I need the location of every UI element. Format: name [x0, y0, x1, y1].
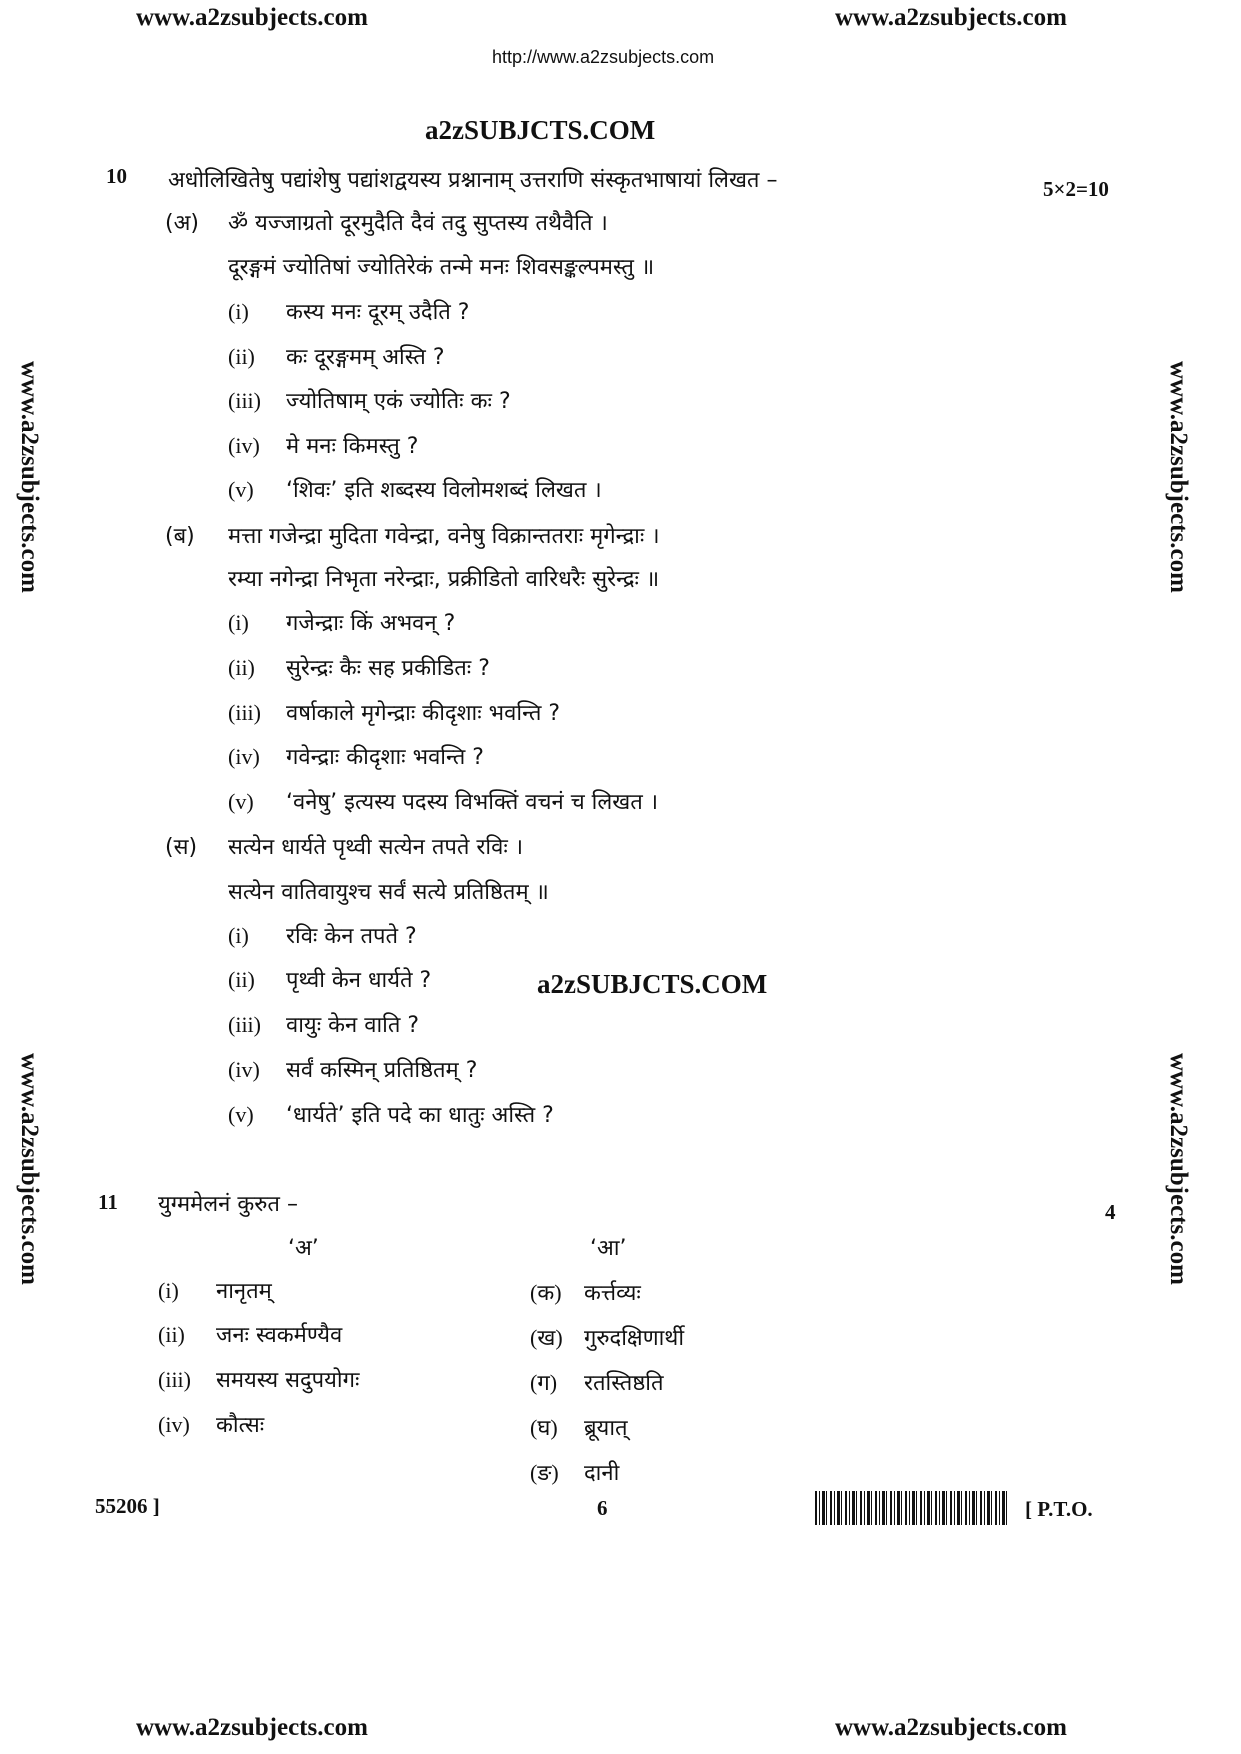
brand-watermark-middle: a2zSUBJCTS.COM [537, 969, 768, 999]
question-item: (ii) पृथ्वी केन धार्यते ? [228, 967, 432, 993]
q11-instruction: युग्ममेलनं कुरुत – [158, 1192, 298, 1217]
watermark-top-left: www.a2zsubjects.com [136, 4, 368, 31]
question-item: (v) ‘धार्यते’ इति पदे का धातुः अस्ति ? [228, 1102, 554, 1128]
watermark-side-right-1: www.a2zsubjects.com [1165, 361, 1192, 593]
q10-instruction: अधोलिखितेषु पद्यांशेषु पद्यांशद्वयस्य प्रश्नानाम् उत्तराणि संस्कृतभाषायां लिखत – [168, 168, 778, 193]
brand-heading: a2zSUBJCTS.COM [425, 115, 656, 145]
watermark-side-left-2: www.a2zsubjects.com [16, 1053, 43, 1285]
q11-column-b-heading: ‘आ’ [590, 1236, 627, 1261]
match-right-item: (घ) ब्रूयात् [530, 1415, 628, 1441]
q10-a-verse-1: ॐ यज्जाग्रतो दूरमुदैति दैवं तदु सुप्तस्य तथैवैति । [228, 211, 608, 236]
question-item: (i) कस्य मनः दूरम् उदैति ? [228, 299, 470, 325]
question-item: (iv) गवेन्द्राः कीदृशाः भवन्ति ? [228, 744, 484, 770]
q10-marks: 5×2=10 [1043, 177, 1109, 201]
q10-b-verse-2: रम्या नगेन्द्रा निभृता नरेन्द्राः, प्रक्रीडितो वारिधरैः सुरेन्द्रः ॥ [228, 567, 660, 592]
question-item: (iv) मे मनः किमस्तु ? [228, 433, 419, 459]
header-url: http://www.a2zsubjects.com [492, 47, 715, 67]
watermark-side-left-1: www.a2zsubjects.com [16, 361, 43, 593]
pto-label: [ P.T.O. [1025, 1497, 1093, 1521]
match-left-item: (i) नानृतम् [158, 1278, 272, 1304]
watermark-bottom-left: www.a2zsubjects.com [136, 1714, 368, 1741]
q10-a-verse-2: दूरङ्गमं ज्योतिषां ज्योतिरेकं तन्मे मनः शिवसङ्कल्पमस्तु ॥ [228, 255, 655, 280]
watermark-top-right: www.a2zsubjects.com [835, 4, 1067, 31]
question-item: (iii) वर्षाकाले मृगेन्द्राः कीदृशाः भवन्ति ? [228, 700, 561, 726]
page-number: 6 [597, 1496, 608, 1520]
match-right-item: (क) कर्त्तव्यः [530, 1280, 641, 1306]
match-left-item: (iv) कौत्सः [158, 1412, 265, 1438]
q10-a-label: (अ) [165, 211, 199, 236]
q11-number: 11 [98, 1190, 118, 1214]
question-item: (ii) सुरेन्द्रः कैः सह प्रकीडितः ? [228, 655, 490, 681]
barcode-icon [815, 1491, 1007, 1525]
question-item: (i) गजेन्द्राः किं अभवन् ? [228, 610, 456, 636]
q11-column-a-heading: ‘अ’ [288, 1236, 319, 1261]
question-item: (v) ‘शिवः’ इति शब्दस्य विलोमशब्दं लिखत । [228, 477, 602, 503]
match-left-item: (ii) जनः स्वकर्मण्यैव [158, 1322, 343, 1348]
question-item: (ii) कः दूरङ्गमम् अस्ति ? [228, 344, 445, 370]
question-item: (iv) सर्वं कस्मिन् प्रतिष्ठितम् ? [228, 1057, 478, 1083]
match-left-item: (iii) समयस्य सदुपयोगः [158, 1367, 360, 1393]
watermark-bottom-right: www.a2zsubjects.com [835, 1714, 1067, 1741]
question-item: (v) ‘वनेषु’ इत्यस्य पदस्य विभक्तिं वचनं च लिखत । [228, 789, 659, 815]
match-right-item: (ङ) दानी [530, 1460, 620, 1486]
q11-marks: 4 [1105, 1200, 1116, 1224]
match-right-item: (ख) गुरुदक्षिणार्थी [530, 1325, 685, 1351]
question-item: (iii) वायुः केन वाति ? [228, 1012, 420, 1038]
question-item: (iii) ज्योतिषाम् एकं ज्योतिः कः ? [228, 388, 511, 414]
q10-c-label: (स) [165, 835, 198, 860]
question-item: (i) रविः केन तपते ? [228, 923, 417, 949]
match-right-item: (ग) रतस्तिष्ठति [530, 1370, 664, 1396]
paper-code: 55206 ] [95, 1494, 160, 1518]
q10-c-verse-2: सत्येन वातिवायुश्च सर्वं सत्ये प्रतिष्ठितम् ॥ [228, 880, 549, 905]
q10-number: 10 [106, 164, 127, 188]
watermark-side-right-2: www.a2zsubjects.com [1165, 1053, 1192, 1285]
q10-b-verse-1: मत्ता गजेन्द्रा मुदिता गवेन्द्रा, वनेषु विक्रान्ततराः मृगेन्द्राः । [228, 524, 660, 549]
q10-b-label: (ब) [165, 524, 195, 549]
q10-c-verse-1: सत्येन धार्यते पृथ्वी सत्येन तपते रविः । [228, 835, 524, 860]
